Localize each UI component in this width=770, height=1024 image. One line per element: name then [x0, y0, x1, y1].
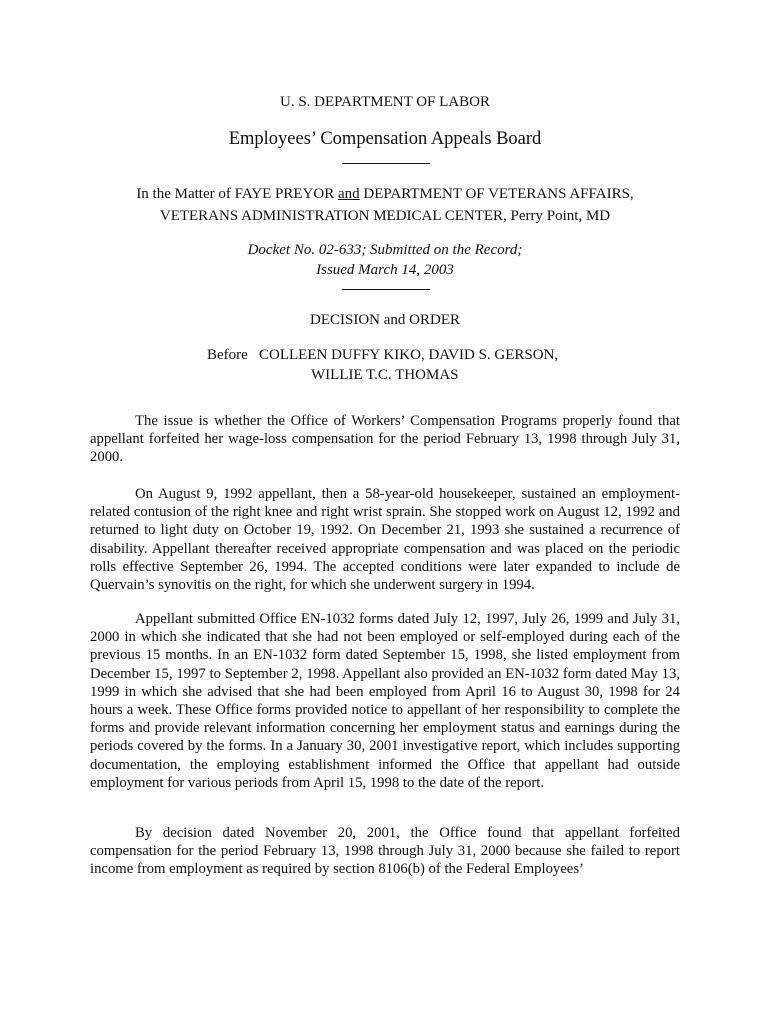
docket-info [0, 240, 770, 280]
case-caption [0, 183, 770, 227]
before-block [207, 345, 559, 383]
paragraph-issue: The issue is whether the Office of Workers’ Compensation Programs properly found that appellant forfeited her wage-loss compensation for the period February 13, 1998 through July 31, 2000. [90, 413, 680, 466]
docket-divider [342, 289, 430, 290]
caption-suffix: DEPARTMENT OF VETERANS AFFAIRS, [359, 186, 634, 202]
paragraph-decision: By decision dated November 20, 2001, the Office found that appellant forfeited compensation for the period February 13, 1998 through July 31, 2000 because she failed to report income from employment as required by section 8106(b) of the Federal Employees’ [90, 825, 680, 878]
caption-prefix: In the Matter of FAYE PREYOR [136, 186, 338, 202]
board-title: Employees’ Compensation Appeals Board [228, 129, 542, 149]
decision-title: DECISION and ORDER [310, 312, 460, 328]
docket-line2: Issued March 14, 2003 [316, 262, 454, 278]
caption-and: and [337, 186, 360, 202]
judges-line2: WILLIE T.C. THOMAS [311, 367, 459, 383]
judges-line1: COLLEEN DUFFY KIKO, DAVID S. GERSON, [259, 347, 559, 363]
before-label: Before [207, 347, 248, 363]
case-caption-line2: VETERANS ADMINISTRATION MEDICAL CENTER, Perry Point, MD [159, 208, 611, 224]
title-divider [342, 163, 430, 164]
case-caption-line1 [0, 183, 770, 205]
department-heading: U. S. DEPARTMENT OF LABOR [280, 94, 490, 110]
docket-line1: Docket No. 02-633; Submitted on the Record; [247, 242, 523, 258]
paragraph-background: On August 9, 1992 appellant, then a 58-year-old housekeeper, sustained an employment-related contusion of the right knee and right wrist sprain. She stopped work on August 12, 1992 and returned to light duty on October 19, 1992. On December 21, 1993 she sustained a recurrence of disability. Appellant thereafter received appropriate compensation and was placed on the periodic rolls effective September 26, 1994. The accepted conditions were later expanded to include de Quervain’s synovitis on the right, for which she underwent surgery in 1994. [90, 486, 680, 594]
paragraph-forms: Appellant submitted Office EN-1032 forms dated July 12, 1997, July 26, 1999 and July 31, 2000 in which she indicated that she had not been employed or self-employed during each of the previous 15 months. In an EN-1032 form dated September 15, 1998, she listed employment from December 15, 1997 to September 2, 1998. Appellant also provided an EN-1032 form dated May 13, 1999 in which she advised that she had been employed from April 16 to August 30, 1998 for 24 hours a week. These Office forms provided notice to appellant of her responsibility to complete the forms and provide relevant information concerning her employment status and earnings during the periods covered by the forms. In a January 30, 2001 investigative report, which includes supporting documentation, the employing establishment informed the Office that appellant had outside employment for various periods from April 15, 1998 to the date of the report. [90, 611, 680, 791]
